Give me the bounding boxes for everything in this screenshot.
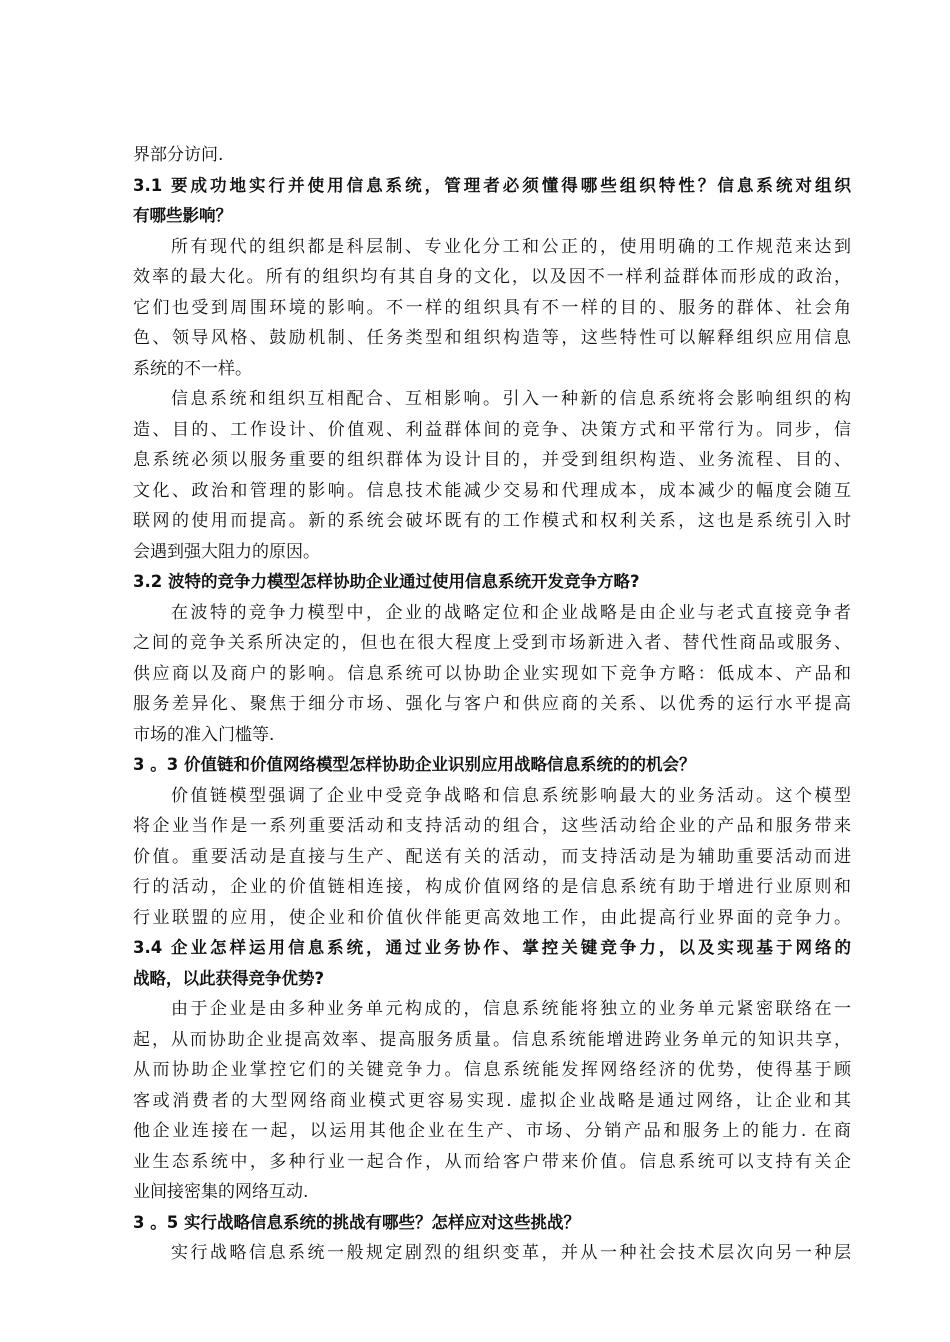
paragraph-line: 实行战略信息系统一般规定剧烈的组织变革，并从一种社会技术层次向另一种层 bbox=[171, 1243, 851, 1263]
paragraph-line: 系统的不一样。 bbox=[133, 358, 252, 379]
paragraph-line: 业间接密集的网络互动. bbox=[133, 1182, 309, 1202]
paragraph-line: 起，从而协助企业提高效率、提高服务质量。信息系统能增进跨业务单元的知识共享， bbox=[133, 1029, 851, 1050]
section-heading-line: 有哪些影响？ bbox=[133, 206, 232, 225]
paragraph-line: 造、目的、工作设计、价值观、利益群体间的竞争、决策方式和平常行为。同步，信 bbox=[133, 419, 851, 440]
paragraph-line: 客或消费者的大型网络商业模式更容易实现. 虚拟企业战略是通过网络，让企业和其 bbox=[133, 1090, 851, 1111]
paragraph-line: 市场的准入门槛等. bbox=[133, 724, 275, 745]
paragraph-line: 息系统必须以服务重要的组织群体为设计目的，并受到组织构造、业务流程、目的、 bbox=[133, 450, 851, 470]
section-heading-line: 3.2 波特的竞争力模型怎样协助企业通过使用信息系统开发竞争方略? bbox=[133, 572, 640, 591]
paragraph-line: 供应商以及商户的影响。信息系统可以协助企业实现如下竞争方略：低成本、产品和 bbox=[133, 663, 851, 684]
paragraph-line: 文化、政治和管理的影响。信息技术能减少交易和代理成本，成本减少的幅度会随互 bbox=[133, 480, 851, 501]
paragraph-line: 他企业连接在一起，以运用其他企业在生产、市场、分销产品和服务上的能力. 在商 bbox=[133, 1121, 851, 1141]
section-heading-line: 战略，以此获得竞争优势? bbox=[133, 968, 325, 988]
section-heading-line: 3.4 企业怎样运用信息系统，通过业务协作、掌控关键竞争力，以及实现基于网络的 bbox=[133, 938, 851, 957]
paragraph-line: 行业联盟的应用，使企业和价值伙伴能更高效地工作，由此提高行业界面的竞争力。 bbox=[133, 907, 851, 928]
paragraph-line: 它们也受到周围环境的影响。不一样的组织具有不一样的目的、服务的群体、社会角 bbox=[133, 297, 851, 318]
paragraph-line: 会遇到强大阻力的原因。 bbox=[133, 541, 320, 562]
paragraph-line: 业生态系统中，多种行业一起合作，从而给客户带来价值。信息系统可以支持有关企 bbox=[133, 1151, 851, 1172]
paragraph-line: 色、领导风格、鼓励机制、任务类型和组织构造等，这些特性可以解释组织应用信息 bbox=[133, 328, 851, 348]
paragraph-line: 所有现代的组织都是科层制、专业化分工和公正的，使用明确的工作规范来达到 bbox=[171, 236, 851, 257]
paragraph-line: 价值链模型强调了企业中受竞争战略和信息系统影响最大的业务活动。这个模型 bbox=[171, 785, 851, 806]
section-heading-line: 3 。5 实行战略信息系统的挑战有哪些？怎样应对这些挑战？ bbox=[133, 1212, 580, 1232]
paragraph-line: 将企业当作是一系列重要活动和支持活动的组合，这些活动给企业的产品和服务带来 bbox=[133, 816, 851, 836]
paragraph-line: 由于企业是由多种业务单元构成的，信息系统能将独立的业务单元紧密联络在一 bbox=[171, 999, 851, 1019]
paragraph-line: 服务差异化、聚焦于细分市场、强化与客户和供应商的关系、以优秀的运行水平提高 bbox=[133, 694, 851, 714]
paragraph-line: 之间的竞争关系所决定的，但也在很大程度上受到市场新进入者、替代性商品或服务、 bbox=[133, 633, 851, 653]
paragraph-line: 信息系统和组织互相配合、互相影响。引入一种新的信息系统将会影响组织的构 bbox=[171, 389, 851, 409]
paragraph-line: 效率的最大化。所有的组织均有其自身的文化，以及因不一样利益群体而形成的政治， bbox=[133, 267, 851, 287]
paragraph-line: 界部分访问. bbox=[133, 145, 224, 165]
paragraph-line: 在波特的竞争力模型中，企业的战略定位和企业战略是由企业与老式直接竞争者 bbox=[171, 602, 851, 623]
document-body bbox=[133, 140, 851, 1269]
section-heading-line: 3.1 要成功地实行并使用信息系统，管理者必须懂得哪些组织特性？信息系统对组织 bbox=[133, 175, 851, 195]
paragraph-line: 行的活动，企业的价值链相连接，构成价值网络的是信息系统有助于增进行业原则和 bbox=[133, 877, 851, 897]
paragraph-line: 联网的使用而提高。新的系统会破坏既有的工作模式和权利关系，这也是系统引入时 bbox=[133, 511, 851, 531]
paragraph-line: 价值。重要活动是直接与生产、配送有关的活动，而支持活动是为辅助重要活动而进 bbox=[133, 846, 851, 867]
paragraph-line: 从而协助企业掌控它们的关键竞争力。信息系统能发挥网络经济的优势，使得基于顾 bbox=[133, 1060, 851, 1080]
section-heading-line: 3 。3 价值链和价值网络模型怎样协助企业识别应用战略信息系统的的机会？ bbox=[133, 755, 696, 774]
